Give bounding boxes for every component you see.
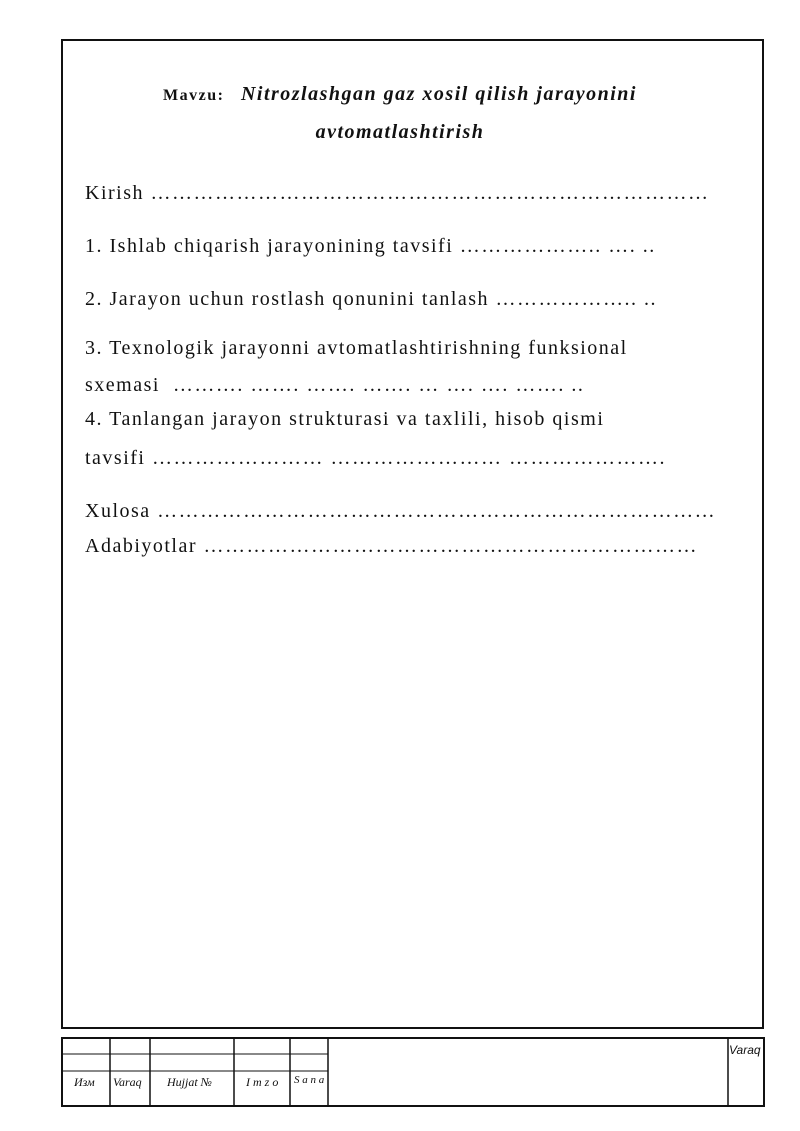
toc-item-xulosa: Xulosa …………………………………………………………………… (85, 500, 717, 522)
title-label: Mavzu: (163, 87, 225, 104)
stamp-sana: S a n a (294, 1074, 325, 1086)
toc-item-4-line1: 4. Tanlangan jarayon strukturasi va taxlili, hisob qismi (85, 408, 605, 430)
toc-item-adabiyotlar: Adabiyotlar …………………………………………………………… (85, 535, 699, 557)
toc-item-1: 1. Ishlab chiqarish jarayonining tavsifi ……………….. …. .. (85, 235, 656, 257)
title-topic-line2: avtomatlashtirish (315, 121, 485, 143)
toc-item-kirish: Kirish …………………………………………………………………… (85, 182, 710, 204)
toc-item-3-line2: sxemasi ………. ……. ……. ……. … …. …. ……. .. (85, 374, 585, 396)
title-topic-line1: Nitrozlashgan gaz xosil qilish jarayonini (240, 83, 637, 105)
stamp-hujjat: Hujjat № (167, 1075, 212, 1089)
stamp-varaq: Varaq (113, 1075, 142, 1089)
document-title (0, 76, 800, 150)
toc-item-4-line2: tavsifi …………………… …………………… …………………. (85, 447, 666, 469)
toc-item-2: 2. Jarayon uchun rostlash qonunini tanlash ……………….. .. (85, 288, 658, 310)
stamp-imzo: I m z o (246, 1075, 279, 1089)
stamp-grid (61, 1037, 765, 1108)
toc-item-3-line1: 3. Texnologik jarayonni avtomatlashtirishning funksional (85, 337, 628, 359)
stamp-sheet-label: Varaq (729, 1043, 761, 1057)
title-block-stamp (61, 1037, 765, 1107)
stamp-izm: Изм (74, 1075, 95, 1089)
